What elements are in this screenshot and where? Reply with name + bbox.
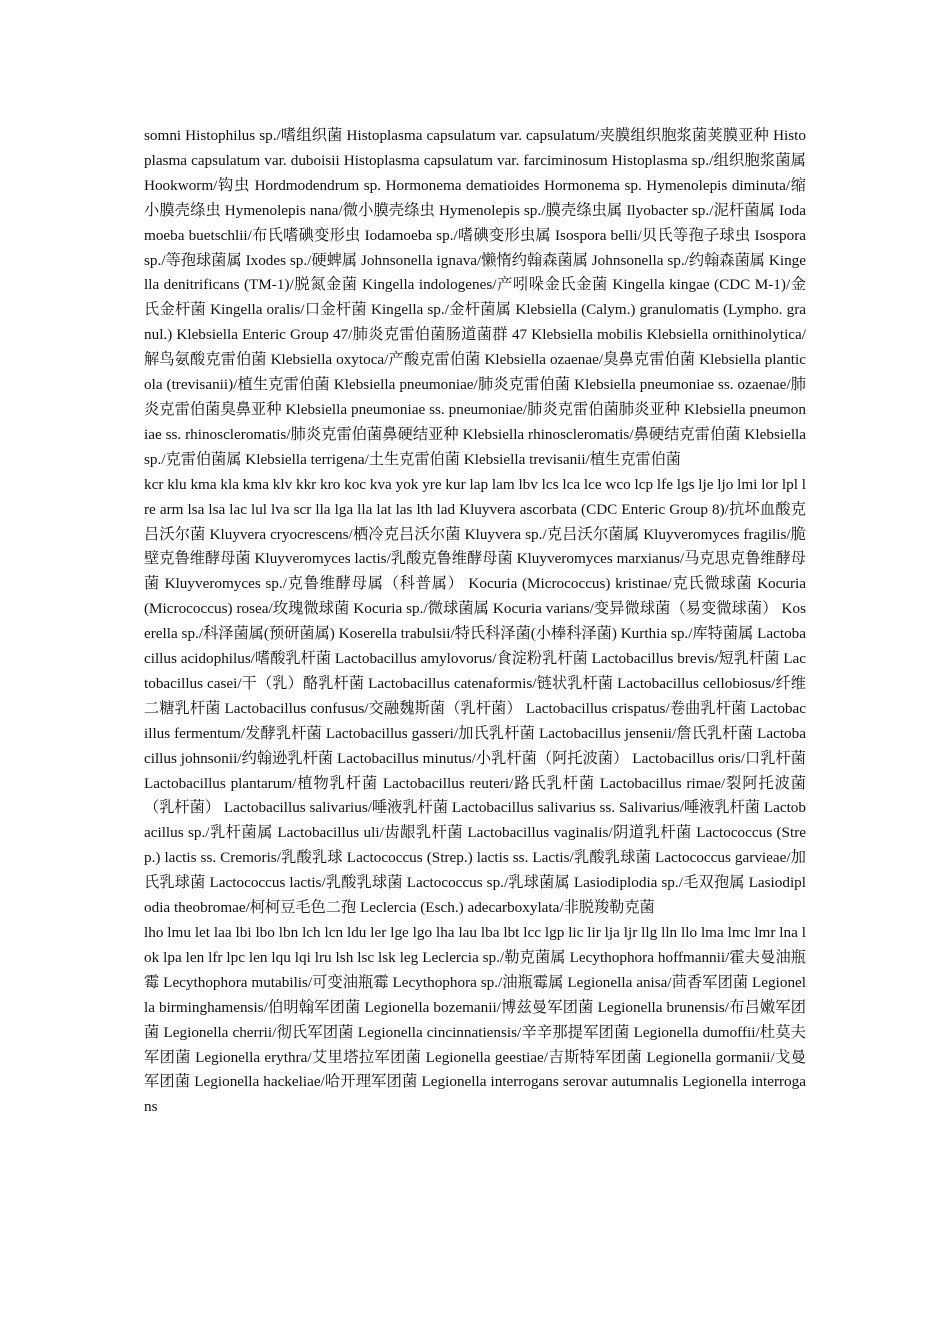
document-body	[144, 124, 806, 1120]
paragraph-2: kcr klu kma kla kma klv kkr kro koc kva yok yre kur lap lam lbv lcs lca lce wco lcp lfe lgs lje ljo lmi lor lpl lre arm lsa lsa lac lul lva scr lla lga lla lat las lth lad Kluyvera ascorbata (CDC Enteric Group 8)/抗坏血酸克吕沃尔菌 Kluyvera cryocrescens/栖冷克吕沃尔菌 Kluyvera sp./克吕沃尔菌属 Kluyveromyces fragilis/脆壁克鲁维酵母菌 Kluyveromyces lactis/乳酸克鲁维酵母菌 Kluyveromyces marxianus/马克思克鲁维酵母菌 Kluyveromyces sp./克鲁维酵母属（科普属） Kocuria (Micrococcus) kristinae/克氏微球菌 Kocuria (Micrococcus) rosea/玫瑰微球菌 Kocuria sp./微球菌属 Kocuria varians/变异微球菌（易变微球菌） Koserella sp./科泽菌属(预研菌属) Koserella trabulsii/特氏科泽菌(小棒科泽菌) Kurthia sp./库特菌属 Lactobacillus acidophilus/嗜酸乳杆菌 Lactobacillus amylovorus/食淀粉乳杆菌 Lactobacillus brevis/短乳杆菌 Lactobacillus casei/干（乳）酪乳杆菌 Lactobacillus catenaformis/链状乳杆菌 Lactobacillus cellobiosus/纤维二糖乳杆菌 Lactobacillus confusus/交融魏斯菌（乳杆菌） Lactobacillus crispatus/卷曲乳杆菌 Lactobacillus fermentum/发酵乳杆菌 Lactobacillus gasseri/加氏乳杆菌 Lactobacillus jensenii/詹氏乳杆菌 Lactobacillus johnsonii/约翰逊乳杆菌 Lactobacillus minutus/小乳杆菌（阿托波菌） Lactobacillus oris/口乳杆菌 Lactobacillus plantarum/植物乳杆菌 Lactobacillus reuteri/路氏乳杆菌 Lactobacillus rimae/裂阿托波菌（乳杆菌） Lactobacillus salivarius/唾液乳杆菌 Lactobacillus salivarius ss. Salivarius/唾液乳杆菌 Lactobacillus sp./乳杆菌属 Lactobacillus uli/齿龈乳杆菌 Lactobacillus vaginalis/阴道乳杆菌 Lactococcus (Strep.) lactis ss. Cremoris/乳酸乳球 Lactococcus (Strep.) lactis ss. Lactis/乳酸乳球菌 Lactococcus garvieae/加氏乳球菌 Lactococcus lactis/乳酸乳球菌 Lactococcus sp./乳球菌属 Lasiodiplodia sp./毛双孢属 Lasiodiplodia theobromae/柯柯豆毛色二孢 Leclercia (Esch.) adecarboxylata/非脱羧勒克菌	[144, 475, 806, 917]
paragraph-1: somni Histophilus sp./嗜组织菌 Histoplasma capsulatum var. capsulatum/夹膜组织胞浆菌荚膜亚种 Histoplasma capsulatum var. duboisii Histoplasma capsulatum var. farciminosum Histoplasma sp./组织胞浆菌属 Hookworm/钩虫 Hordmodendrum sp. Hormonema dematioides Hormonema sp. Hymenolepis diminuta/缩小膜壳绦虫 Hymenolepis nana/微小膜壳绦虫 Hymenolepis sp./膜壳绦虫属 Ilyobacter sp./泥杆菌属 Iodamoeba buetschlii/布氏嗜碘变形虫 Iodamoeba sp./嗜碘变形虫属 Isospora belli/贝氏等孢子球虫 Isospora sp./等孢球菌属 Ixodes sp./硬蜱属 Johnsonella ignava/懒惰约翰森菌属 Johnsonella sp./约翰森菌属 Kingella denitrificans (TM-1)/脱氮金菌 Kingella indologenes/产吲哚金氏金菌 Kingella kingae (CDC M-1)/金氏金杆菌 Kingella oralis/口金杆菌 Kingella sp./金杆菌属 Klebsiella (Calym.) granulomatis (Lympho. granul.) Klebsiella Enteric Group 47/肺炎克雷伯菌肠道菌群 47 Klebsiella mobilis Klebsiella ornithinolytica/解鸟氨酸克雷伯菌 Klebsiella oxytoca/产酸克雷伯菌 Klebsiella ozaenae/臭鼻克雷伯菌 Klebsiella planticola (trevisanii)/植生克雷伯菌 Klebsiella pneumoniae/肺炎克雷伯菌 Klebsiella pneumoniae ss. ozaenae/肺炎克雷伯菌臭鼻亚种 Klebsiella pneumoniae ss. pneumoniae/肺炎克雷伯菌肺炎亚种 Klebsiella pneumoniae ss. rhinoscleromatis/肺炎克雷伯菌鼻硬结亚种 Klebsiella rhinoscleromatis/鼻硬结克雷伯菌 Klebsiella sp./克雷伯菌属 Klebsiella terrigena/土生克雷伯菌 Klebsiella trevisanii/植生克雷伯菌	[144, 127, 806, 468]
paragraph-3: lho lmu let laa lbi lbo lbn lch lcn ldu ler lge lgo lha lau lba lbt lcc lgp lic lir lja ljr llg lln llo lma lmc lmr lna lok lpa len lfr lpc len lqu lqi lru lsh lsc lsk leg Leclercia sp./勒克菌属 Lecythophora hoffmannii/霍夫曼油瓶霉 Lecythophora mutabilis/可变油瓶霉 Lecythophora sp./油瓶霉属 Legionella anisa/茴香军团菌 Legionella birminghamensis/伯明翰军团菌 Legionella bozemanii/博兹曼军团菌 Legionella brunensis/布吕嫩军团菌 Legionella cherrii/彻氏军团菌 Legionella cincinnatiensis/辛辛那提军团菌 Legionella dumoffii/杜莫夫军团菌 Legionella erythra/艾里塔拉军团菌 Legionella geestiae/吉斯特军团菌 Legionella gormanii/戈曼军团菌 Legionella hackeliae/哈开理军团菌 Legionella interrogans serovar autumnalis Legionella interrogans	[144, 924, 806, 1116]
